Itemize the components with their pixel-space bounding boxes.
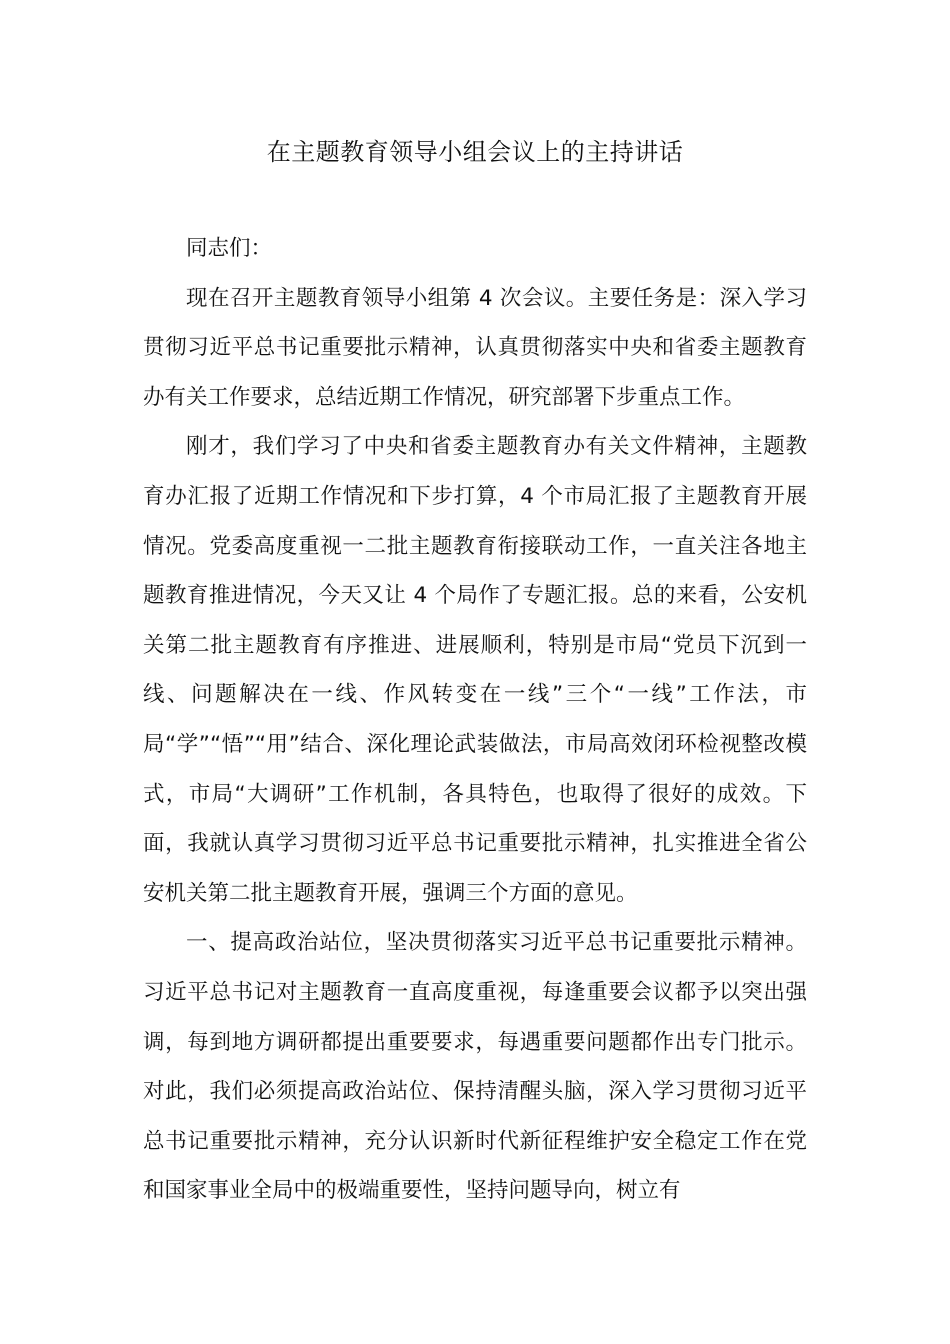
document-body xyxy=(143,224,807,1216)
section-one-paragraph: 一、提高政治站位，坚决贯彻落实习近平总书记重要批示精神。习近平总书记对主题教育一直高度重视，每逢重要会议都予以突出强调，每到地方调研都提出重要要求，每遇重要问题都作出专门批示。对此，我们必须提高政治站位、保持清醒头脑，深入学习贯彻习近平总书记重要批示精神，充分认识新时代新征程维护安全稳定工作在党和国家事业全局中的极端重要性，坚持问题导向，树立有 xyxy=(143,930,807,1204)
salutation-paragraph: 同志们： xyxy=(186,236,273,261)
opening-paragraph: 现在召开主题教育领导小组第 4 次会议。主要任务是：深入学习贯彻习近平总书记重要批示精神，认真贯彻落实中央和省委主题教育办有关工作要求，总结近期工作情况，研究部署下步重点工作。 xyxy=(143,285,807,410)
summary-paragraph: 刚才，我们学习了中央和省委主题教育办有关文件精神，主题教育办汇报了近期工作情况和下步打算，4 个市局汇报了主题教育开展情况。党委高度重视一二批主题教育衔接联动工作，一直关注各地主题教育推进情况，今天又让 4 个局作了专题汇报。总的来看，公安机关第二批主题教育有序推进、进展顺利，特别是市局“党员下沉到一线、问题解决在一线、作风转变在一线”三个“一线”工作法，市局“学”“悟”“用”结合、深化理论武装做法，市局高效闭环检视整改模式，市局“大调研”工作机制，各具特色，也取得了很好的成效。下面，我就认真学习贯彻习近平总书记重要批示精神，扎实推进全省公安机关第二批主题教育开展，强调三个方面的意见。 xyxy=(143,434,807,906)
document-title: 在主题教育领导小组会议上的主持讲话 xyxy=(266,138,684,166)
